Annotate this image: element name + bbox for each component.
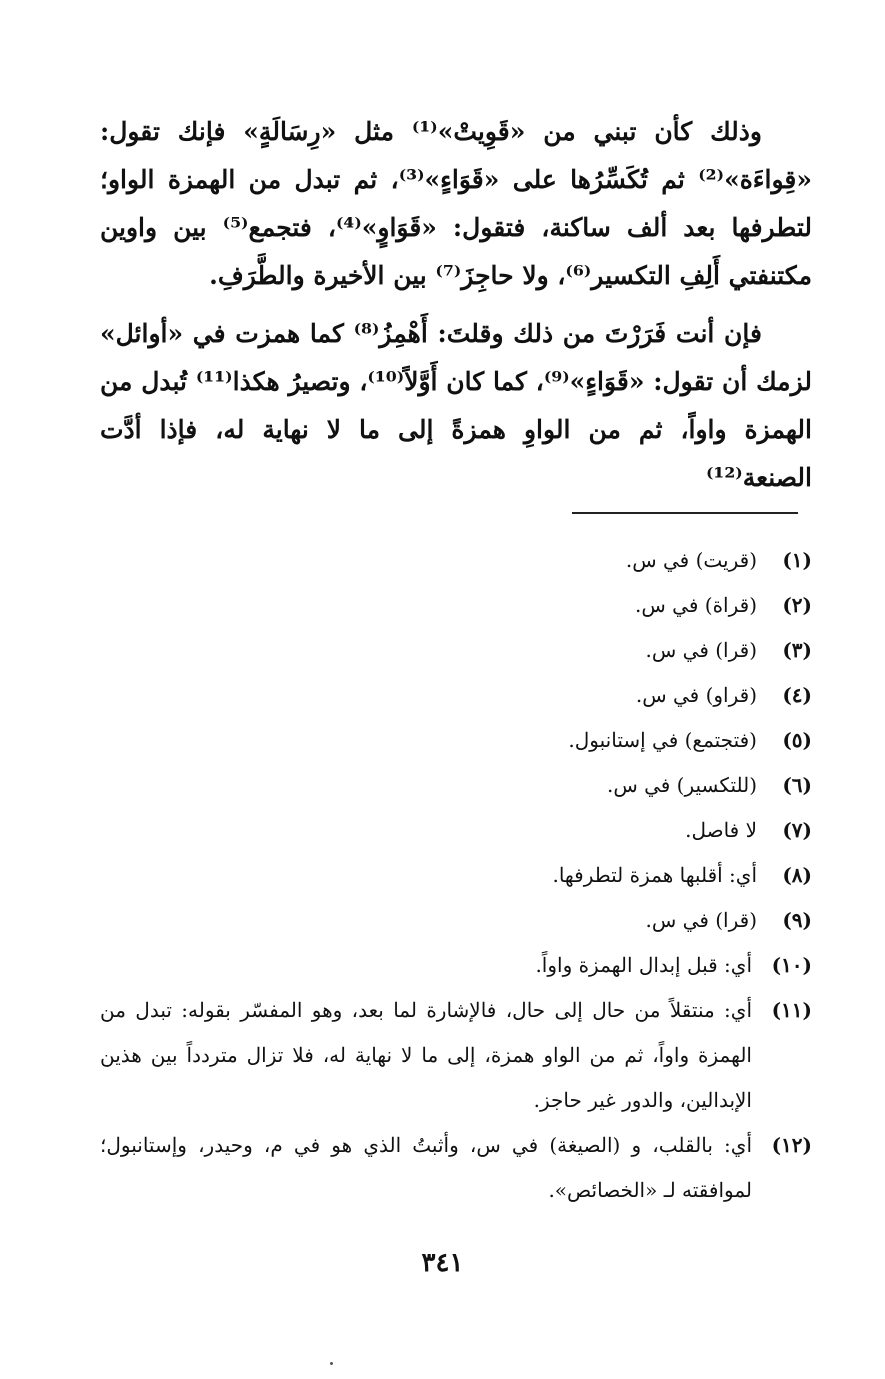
footnote-2: [100, 583, 812, 628]
footnote-text: أي: قبل إبدال الهمزة واواً.: [535, 953, 752, 977]
footnote-number: (١١): [771, 998, 812, 1022]
footnote-number: (٤): [782, 683, 812, 707]
paragraph-2-text: فإن أنت فَرَرْتَ من ذلك وقلتَ: أَهْمِزُ⁽⁸⁾ كما همزت في «أوائل» لزمك أن تقول: «قَوَاءٍ»⁽⁹⁾، كما كان أَوَّلاً⁽¹⁰⁾، وتصيرُ هكذا⁽¹¹⁾ تُبدل من الهمزة واواً، ثم من الواوِ همزةً إلى ما لا نهاية له، فإذا أدَّت الصنعة⁽¹²⁾: [100, 319, 812, 492]
scan-speck: [330, 1362, 333, 1365]
footnote-8: [100, 853, 812, 898]
footnote-6: [100, 763, 812, 808]
page-number: ٣٤١: [421, 1248, 464, 1278]
footnote-11: [100, 988, 812, 1123]
footnote-text: (للتكسير) في س.: [606, 773, 757, 797]
footnote-number: (١٠): [771, 953, 812, 977]
footnote-number: (٣): [782, 638, 812, 662]
main-text: [100, 108, 812, 502]
footnote-number: (٢): [782, 593, 812, 617]
footnote-12: [100, 1123, 812, 1213]
footnote-9: [100, 898, 812, 943]
footnote-text: (قراو) في س.: [635, 683, 757, 707]
footnote-text: (قراة) في س.: [635, 593, 757, 617]
footnote-text: (قرا) في س.: [645, 638, 757, 662]
footnote-number: (٧): [782, 818, 812, 842]
footnote-number: (٦): [782, 773, 812, 797]
footnote-separator: [572, 512, 798, 514]
footnote-text: (قرا) في س.: [645, 908, 757, 932]
paragraph-1-text: وذلك كأن تبني من «قَوِيتْ»⁽¹⁾ مثل «رِسَالَةٍ» فإنك تقول: «قِواءَة»⁽²⁾ ثم تُكَسِّرُها على «قَوَاءٍ»⁽³⁾، ثم تبدل من الهمزة الواو؛ لتطرفها بعد ألف ساكنة، فتقول: «قَوَاوٍ»⁽⁴⁾، فتجمع⁽⁵⁾ بين واوين مكتنفتي أَلِفِ التكسير⁽⁶⁾، ولا حاجِزَ⁽⁷⁾ بين الأخيرة والطَّرَفِ.: [100, 117, 813, 290]
footnote-4: [100, 673, 812, 718]
footnotes: [100, 538, 812, 1213]
footnote-text: أي: بالقلب، و (الصيغة) في س، وأثبتُ الذي هو في م، وحيدر، وإستانبول؛ لموافقته لـ «الخصائص».: [100, 1133, 752, 1202]
paragraph-2: [100, 310, 812, 502]
footnote-1: [100, 538, 812, 583]
footnote-10: [100, 943, 812, 988]
footnote-text: (فتجتمع) في إستانبول.: [568, 728, 757, 752]
footnote-text: أي: أقلبها همزة لتطرفها.: [552, 863, 757, 887]
footnote-number: (٨): [782, 863, 812, 887]
footnote-5: [100, 718, 812, 763]
footnote-text: أي: منتقلاً من حال إلى حال، فالإشارة لما بعد، وهو المفسّر بقوله: تبدل من الهمزة واواً، ثم من الواو همزة، إلى ما لا نهاية له، فلا تزال متردداً بين هذين الإبدالين، والدور غير حاجز.: [100, 998, 752, 1112]
footnote-text: (قريت) في س.: [625, 548, 757, 572]
footnote-3: [100, 628, 812, 673]
footnote-text: لا فاصل.: [685, 818, 757, 842]
footnote-number: (٥): [782, 728, 812, 752]
footnote-number: (٩): [782, 908, 812, 932]
footnote-number: (١٢): [771, 1133, 812, 1157]
paragraph-1: [100, 108, 812, 300]
footnote-number: (١): [782, 548, 812, 572]
footnote-7: [100, 808, 812, 853]
